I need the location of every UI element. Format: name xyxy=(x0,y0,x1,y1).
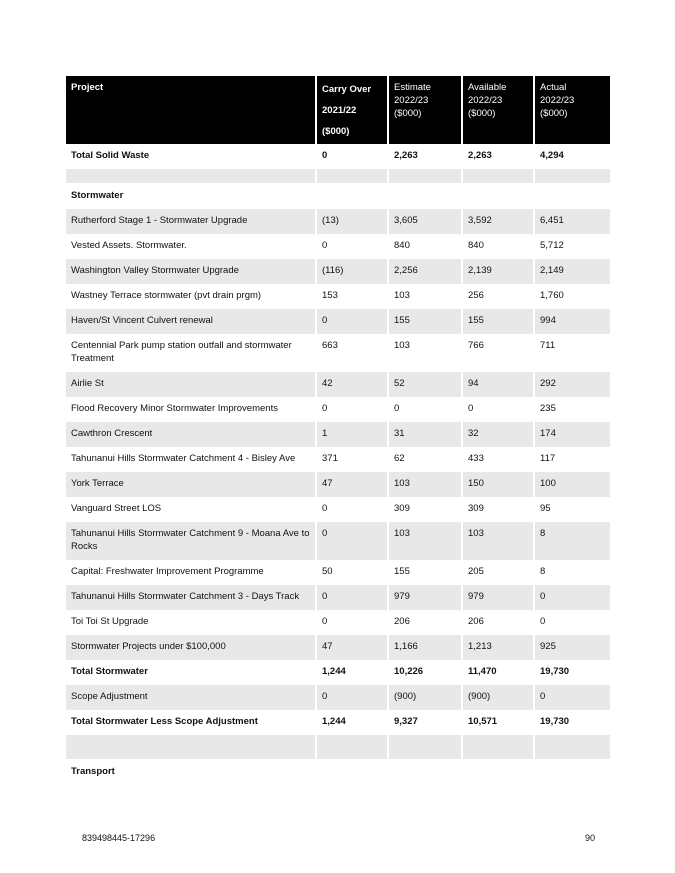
cell-estimate: 9,327 xyxy=(389,710,463,735)
cell-carry-over: 1,244 xyxy=(317,660,389,685)
cell-estimate: 52 xyxy=(389,372,463,397)
table-row xyxy=(66,585,610,610)
header-actual: Actual 2022/23 ($000) xyxy=(535,76,610,144)
cell-estimate: 309 xyxy=(389,497,463,522)
cell-available: 206 xyxy=(463,610,535,635)
spacer-cell xyxy=(317,735,389,759)
section-heading: Stormwater xyxy=(66,183,317,209)
cell-actual: 19,730 xyxy=(540,666,570,677)
cell-project: York Terrace xyxy=(66,472,317,497)
cell-available: 433 xyxy=(463,447,535,472)
cell-available: 150 xyxy=(463,472,535,497)
cell-carry-over: 0 xyxy=(317,497,389,522)
table-row xyxy=(66,259,610,284)
empty-cell xyxy=(389,183,463,209)
spacer-cell xyxy=(66,169,317,183)
table-row xyxy=(66,309,610,334)
table-row xyxy=(66,497,610,522)
cell-estimate: 0 xyxy=(389,397,463,422)
cell-estimate: (900) xyxy=(389,685,463,710)
cell-project: Haven/St Vincent Culvert renewal xyxy=(66,309,317,334)
cell-project: Tahunanui Hills Stormwater Catchment 3 - Days Track xyxy=(66,585,317,610)
cell-project: Total Stormwater xyxy=(66,660,317,685)
cell-estimate: 103 xyxy=(389,284,463,309)
cell-project: Flood Recovery Minor Stormwater Improvements xyxy=(66,397,317,422)
table-row xyxy=(66,372,610,397)
cell-actual: 925 xyxy=(535,635,610,660)
cell-estimate: 31 xyxy=(389,422,463,447)
cell-estimate: 103 xyxy=(389,472,463,497)
cell-carry-over: 50 xyxy=(317,560,389,585)
table-row xyxy=(66,635,610,660)
cell-project: Vested Assets. Stormwater. xyxy=(66,234,317,259)
spacer-cell xyxy=(317,169,389,183)
cell-actual: 8 xyxy=(535,522,610,560)
table-row xyxy=(66,610,610,635)
cell-available: 155 xyxy=(463,309,535,334)
cell-project: Cawthron Crescent xyxy=(66,422,317,447)
table-row xyxy=(66,685,610,710)
table-row xyxy=(66,447,610,472)
table-total-row xyxy=(66,660,610,685)
cell-actual: 4,294 xyxy=(540,150,564,161)
table-row xyxy=(66,397,610,422)
empty-cell xyxy=(535,183,610,209)
header-project: Project xyxy=(66,76,317,144)
empty-cell xyxy=(463,759,535,785)
cell-carry-over: 0 xyxy=(317,234,389,259)
cell-estimate: 206 xyxy=(389,610,463,635)
header-available: Available 2022/23 ($000) xyxy=(463,76,535,144)
cell-available: 2,139 xyxy=(463,259,535,284)
cell-estimate: 103 xyxy=(389,522,463,560)
spacer-cell xyxy=(535,735,610,759)
empty-cell xyxy=(389,759,463,785)
cell-actual: 100 xyxy=(535,472,610,497)
cell-actual: 174 xyxy=(535,422,610,447)
table-row xyxy=(66,472,610,497)
cell-actual: 292 xyxy=(535,372,610,397)
cell-available: 766 xyxy=(463,334,535,372)
cell-actual: 0 xyxy=(540,616,546,627)
header-carry-over: Carry Over 2021/22 ($000) xyxy=(317,76,389,144)
cell-carry-over: 0 xyxy=(317,585,389,610)
spacer-cell xyxy=(66,735,317,759)
cell-project: Scope Adjustment xyxy=(66,685,317,710)
cell-available: 2,263 xyxy=(463,144,535,169)
cell-actual: 994 xyxy=(535,309,610,334)
table-spacer-row xyxy=(66,735,610,759)
cell-actual: 8 xyxy=(540,566,546,577)
cell-available: 94 xyxy=(463,372,535,397)
cell-actual: 1,760 xyxy=(540,290,564,301)
cell-project: Tahunanui Hills Stormwater Catchment 9 - Moana Ave to Rocks xyxy=(66,522,317,560)
table-row xyxy=(66,522,610,560)
cell-actual: 0 xyxy=(535,585,610,610)
cell-actual: 235 xyxy=(540,403,556,414)
table-total-row xyxy=(66,710,610,735)
table-row xyxy=(66,234,610,259)
cell-actual: 5,712 xyxy=(540,240,564,251)
cell-available: 0 xyxy=(463,397,535,422)
capital-projects-table xyxy=(66,76,610,785)
table-row xyxy=(66,422,610,447)
cell-project: Toi Toi St Upgrade xyxy=(66,610,317,635)
cell-carry-over: 0 xyxy=(317,685,389,710)
cell-available: 1,213 xyxy=(463,635,535,660)
cell-actual: 711 xyxy=(540,340,556,351)
cell-project: Tahunanui Hills Stormwater Catchment 4 - Bisley Ave xyxy=(66,447,317,472)
empty-cell xyxy=(317,759,389,785)
cell-actual: 117 xyxy=(540,453,556,464)
cell-estimate: 62 xyxy=(389,447,463,472)
cell-actual: 19,730 xyxy=(540,716,570,727)
table-row xyxy=(66,144,610,169)
spacer-cell xyxy=(463,735,535,759)
cell-available: 11,470 xyxy=(463,660,535,685)
spacer-cell xyxy=(535,169,610,183)
header-estimate: Estimate 2022/23 ($000) xyxy=(389,76,463,144)
cell-carry-over: (13) xyxy=(317,209,389,234)
cell-actual: 6,451 xyxy=(535,209,610,234)
cell-carry-over: 0 xyxy=(317,610,389,635)
cell-carry-over: 0 xyxy=(317,144,389,169)
page-number: 90 xyxy=(585,833,596,843)
cell-estimate: 2,263 xyxy=(389,144,463,169)
cell-carry-over: 153 xyxy=(317,284,389,309)
cell-carry-over: 0 xyxy=(317,309,389,334)
cell-project: Stormwater Projects under $100,000 xyxy=(66,635,317,660)
cell-carry-over: 47 xyxy=(317,472,389,497)
cell-available: 10,571 xyxy=(463,710,535,735)
cell-carry-over: 1,244 xyxy=(317,710,389,735)
cell-carry-over: 0 xyxy=(317,522,389,560)
cell-carry-over: 42 xyxy=(317,372,389,397)
cell-project: Vanguard Street LOS xyxy=(66,497,317,522)
document-id: 839498445-17296 xyxy=(82,833,156,843)
spacer-cell xyxy=(389,735,463,759)
cell-actual: 2,149 xyxy=(535,259,610,284)
cell-carry-over: 663 xyxy=(317,334,389,372)
cell-estimate: 155 xyxy=(389,309,463,334)
cell-project: Total Stormwater Less Scope Adjustment xyxy=(66,710,317,735)
section-heading-row xyxy=(66,183,610,209)
cell-available: 205 xyxy=(463,560,535,585)
cell-estimate: 2,256 xyxy=(389,259,463,284)
cell-estimate: 1,166 xyxy=(389,635,463,660)
cell-project: Airlie St xyxy=(66,372,317,397)
cell-available: 309 xyxy=(463,497,535,522)
spacer-cell xyxy=(389,169,463,183)
cell-project: Wastney Terrace stormwater (pvt drain prgm) xyxy=(66,284,317,309)
table-spacer-row xyxy=(66,169,610,183)
cell-estimate: 840 xyxy=(389,234,463,259)
cell-carry-over: 1 xyxy=(317,422,389,447)
cell-available: 103 xyxy=(463,522,535,560)
cell-carry-over: 0 xyxy=(317,397,389,422)
table-header-row xyxy=(66,76,610,144)
cell-carry-over: (116) xyxy=(317,259,389,284)
cell-estimate: 155 xyxy=(389,560,463,585)
table-row xyxy=(66,560,610,585)
section-heading: Transport xyxy=(66,759,317,785)
cell-estimate: 3,605 xyxy=(389,209,463,234)
cell-estimate: 979 xyxy=(389,585,463,610)
empty-cell xyxy=(317,183,389,209)
cell-project: Capital: Freshwater Improvement Programme xyxy=(66,560,317,585)
cell-actual: 95 xyxy=(540,503,551,514)
empty-cell xyxy=(463,183,535,209)
section-heading-row xyxy=(66,759,610,785)
table-row xyxy=(66,284,610,309)
cell-project: Washington Valley Stormwater Upgrade xyxy=(66,259,317,284)
empty-cell xyxy=(535,759,610,785)
cell-project: Centennial Park pump station outfall and stormwater Treatment xyxy=(66,334,317,372)
cell-available: 32 xyxy=(463,422,535,447)
cell-estimate: 103 xyxy=(389,334,463,372)
spacer-cell xyxy=(463,169,535,183)
cell-available: 256 xyxy=(463,284,535,309)
cell-estimate: 10,226 xyxy=(389,660,463,685)
cell-carry-over: 47 xyxy=(317,635,389,660)
cell-available: 840 xyxy=(463,234,535,259)
cell-actual: 0 xyxy=(535,685,610,710)
cell-available: (900) xyxy=(463,685,535,710)
table-row xyxy=(66,334,610,372)
cell-available: 979 xyxy=(463,585,535,610)
cell-available: 3,592 xyxy=(463,209,535,234)
cell-project: Total Solid Waste xyxy=(66,144,317,169)
table-row xyxy=(66,209,610,234)
cell-carry-over: 371 xyxy=(317,447,389,472)
cell-project: Rutherford Stage 1 - Stormwater Upgrade xyxy=(66,209,317,234)
